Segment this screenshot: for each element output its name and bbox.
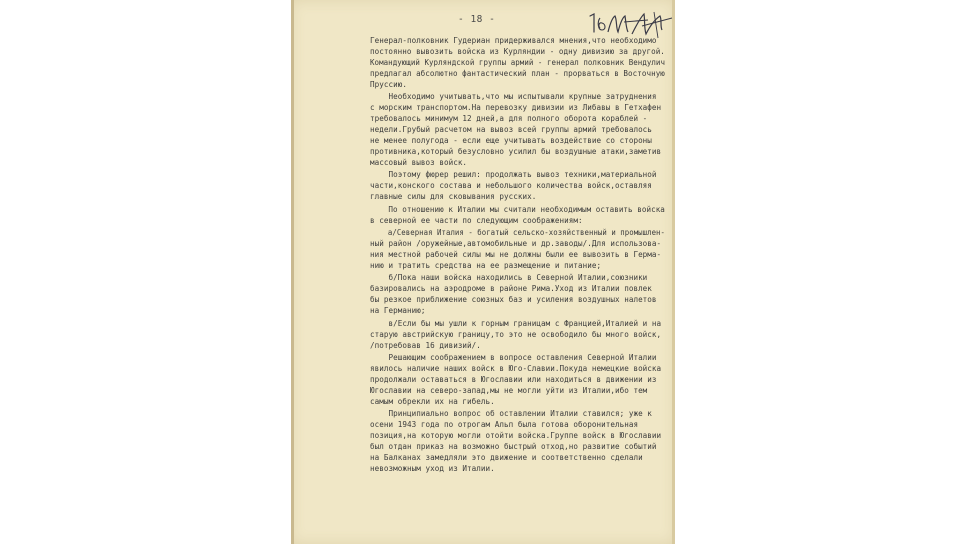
- text-line: ния местной рабочей силы мы не должны были ее вывозить в Герма-: [370, 249, 662, 259]
- text-line: постоянно вывозить войска из Курляндии - одну дивизию за другой.: [370, 46, 665, 56]
- text-line: главные силы для сковывания русских.: [370, 192, 537, 201]
- text-line: предлагал абсолютно фантастический план - прорваться в Восточную: [370, 68, 665, 78]
- text-line: Генерал-полковник Гудериан придерживался мнения,что необходимо: [370, 36, 657, 45]
- text-line: По отношению к Италии мы считали необходимым оставить войска: [370, 204, 665, 214]
- text-line: массовый вывоз войск.: [370, 157, 468, 167]
- text-line: Пруссию.: [370, 79, 407, 89]
- text-line: недели.Грубый расчетом на вывоз всей группы армий требовалось: [370, 124, 652, 134]
- text-line: на Балканах замедляли это движение и соответственно сделали: [370, 452, 643, 462]
- text-line: Поэтому фюрер решил: продолжать вывоз техники,материальной: [370, 170, 657, 180]
- text-line: части,конского состава и небольшого количества войск,оставляя: [370, 181, 652, 191]
- text-line: с морским транспортом.На перевозку дивизии из Либавы в Гетхафен: [370, 103, 662, 113]
- text-line: позиция,на которую могли отойти войска.Группе войск в Югославии: [370, 431, 662, 441]
- text-line: а/Северная Италия - богатый сельско-хозяйственный и промышлен-: [370, 228, 665, 238]
- page-right-edge: [672, 0, 675, 544]
- text-line: Решающим соображением в вопросе оставления Северной Италии: [370, 353, 657, 363]
- text-line: осени 1943 года по отрогам Альп была готова оборонительная: [370, 420, 639, 430]
- text-line: Командующий Курляндской группы армий - генерал полковник Вендулич: [370, 57, 666, 67]
- text-line: /потребовав 16 дивизий/.: [370, 340, 481, 350]
- text-line: Принципиально вопрос об оставлении Италии ставился; уже к: [370, 409, 652, 419]
- page-left-edge: [291, 0, 294, 544]
- text-line: в/Если бы мы ушли к горным границам с Францией,Италией и на: [370, 318, 662, 328]
- text-line: не менее полугода - если еще учитывать воздействие со стороны: [370, 135, 652, 145]
- text-line: невозможным уход из Италии.: [370, 463, 495, 473]
- text-line: противника,который безусловно усилил бы воздушные атаки,заметив: [370, 146, 662, 156]
- text-line: требовалось минимум 12 дней,а для полного оборота кораблей -: [370, 114, 648, 123]
- text-line: в северной ее части по следующим соображениям:: [370, 215, 583, 225]
- text-line: ный район /оружейные,автомобильные и др.заводы/.Для использова-: [370, 239, 662, 248]
- text-line: самым обрекли их на гибель.: [370, 396, 495, 406]
- text-line: продолжали оставаться в Югославии или находиться в движении из: [370, 374, 657, 384]
- text-line: Необходимо учитывать,что мы испытывали крупные затруднения: [370, 92, 657, 102]
- page-number: - 18 -: [458, 14, 496, 25]
- text-line: базировались на аэродроме в районе Рима.Уход из Италии повлек: [370, 284, 652, 294]
- text-line: на Германию;: [370, 306, 426, 316]
- text-line: б/Пока наши войска находились в Северной Италии,союзники: [370, 273, 648, 283]
- text-line: был отдан приказ на возможно быстрый отход,но развитие событий: [370, 442, 657, 451]
- text-line: Югославии на северо-запад,мы не могли уйти из Италии,ибо тем: [370, 385, 648, 395]
- text-line: старую австрийскую границу,то это не освободило бы много войск,: [370, 329, 662, 339]
- text-line: нию и тратить средства на ее размещение и питание;: [370, 260, 602, 270]
- text-line: бы резкое приближение союзных баз и усиления воздушных налетов: [370, 295, 657, 305]
- text-line: явилось наличие наших войск в Юго-Славии.Покуда немецкие войска: [370, 364, 662, 373]
